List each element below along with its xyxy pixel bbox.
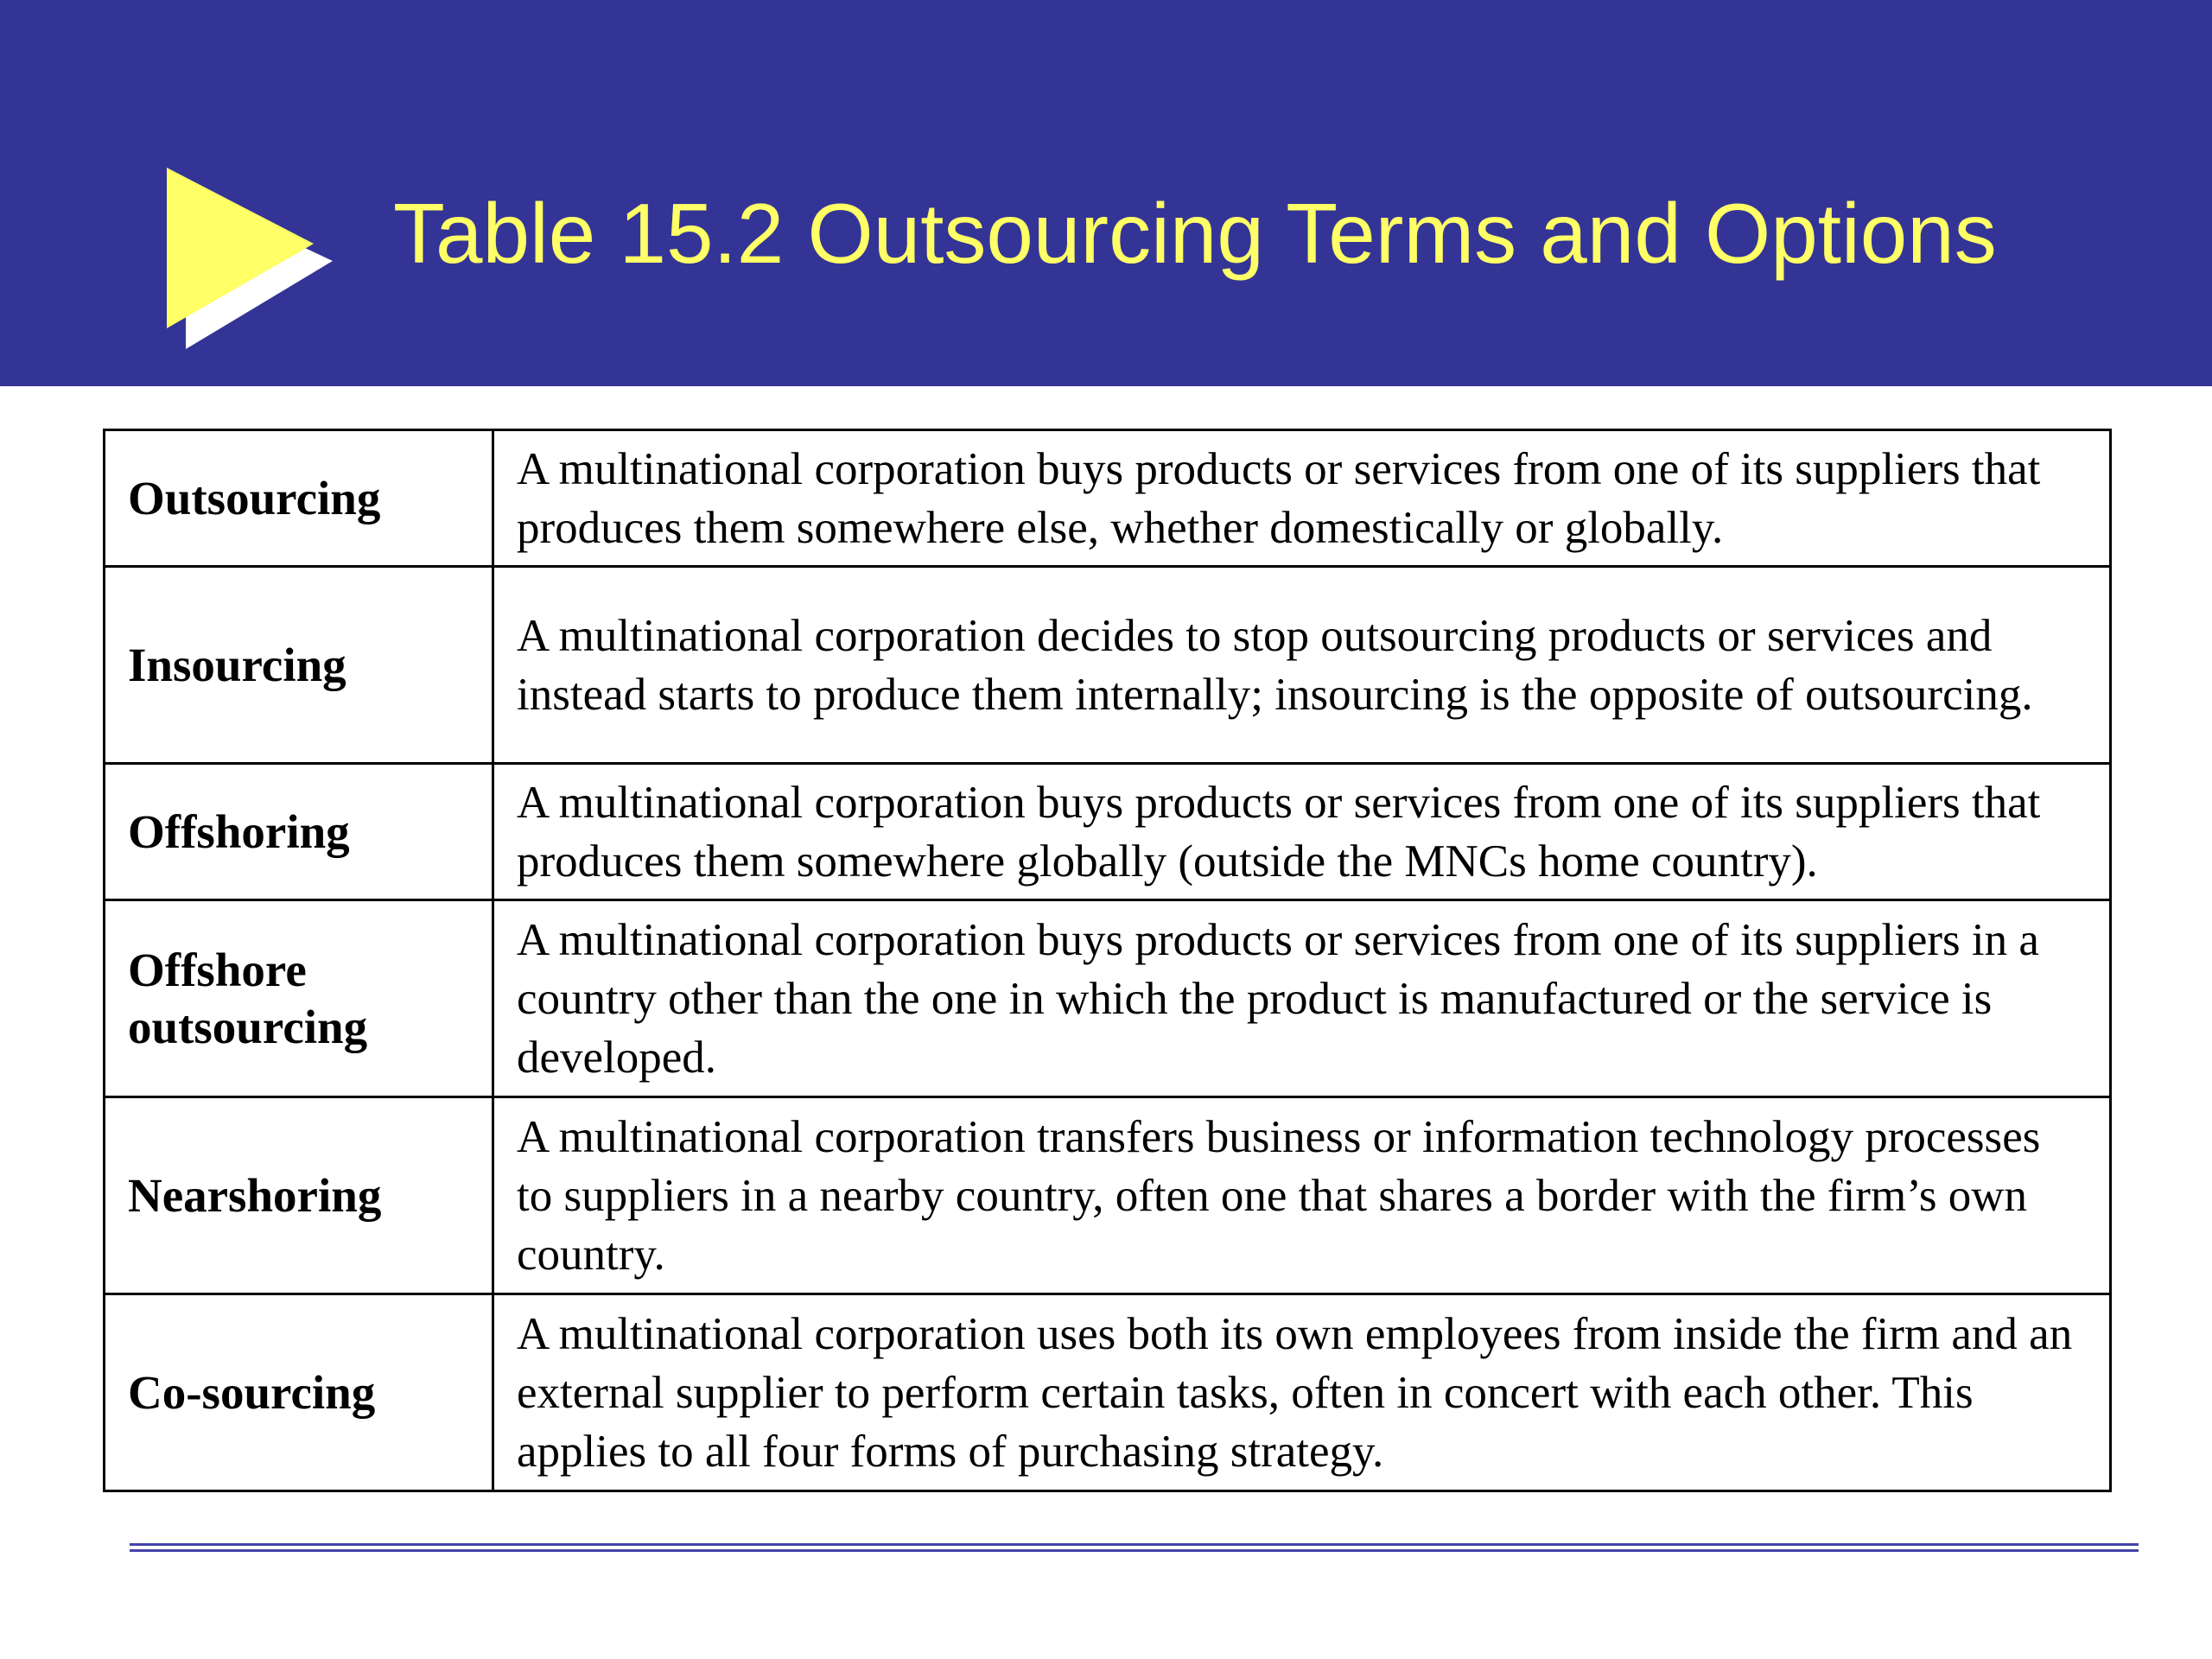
slide-title: Table 15.2 Outsourcing Terms and Options <box>393 186 1997 281</box>
definition-cell: A multinational corporation buys products or services from one of its suppliers that produces them somewhere globally (outside the MNCs home country). <box>493 764 2111 900</box>
term-cell: Insourcing <box>105 567 493 764</box>
definition-cell: A multinational corporation uses both its own employees from inside the firm and an external supplier to perform certain tasks, often in concert with each other. This applies to all four forms of purchasing strategy. <box>493 1294 2111 1491</box>
table-row <box>105 430 2111 567</box>
table-row <box>105 1097 2111 1294</box>
term-cell: Nearshoring <box>105 1097 493 1294</box>
header-band <box>0 0 2212 386</box>
term-cell: Outsourcing <box>105 430 493 567</box>
definition-cell: A multinational corporation buys products or services from one of its suppliers in a country other than the one in which the product is manufactured or the service is developed. <box>493 900 2111 1097</box>
definition-cell: A multinational corporation transfers business or information technology processes to suppliers in a nearby country, often one that shares a border with the firm’s own country. <box>493 1097 2111 1294</box>
term-cell: Co-sourcing <box>105 1294 493 1491</box>
table-row <box>105 764 2111 900</box>
table-row <box>105 1294 2111 1491</box>
footer-rule <box>130 1543 2139 1552</box>
definition-cell: A multinational corporation decides to stop outsourcing products or services and instead starts to produce them internally; insourcing is the opposite of outsourcing. <box>493 567 2111 764</box>
table-row <box>105 900 2111 1097</box>
play-triangle-icon <box>160 164 341 354</box>
definition-cell: A multinational corporation buys products or services from one of its suppliers that produces them somewhere else, whether domestically or globally. <box>493 430 2111 567</box>
table-row <box>105 567 2111 764</box>
term-cell: Offshore outsourcing <box>105 900 493 1097</box>
term-cell: Offshoring <box>105 764 493 900</box>
terms-table <box>103 429 2112 1492</box>
